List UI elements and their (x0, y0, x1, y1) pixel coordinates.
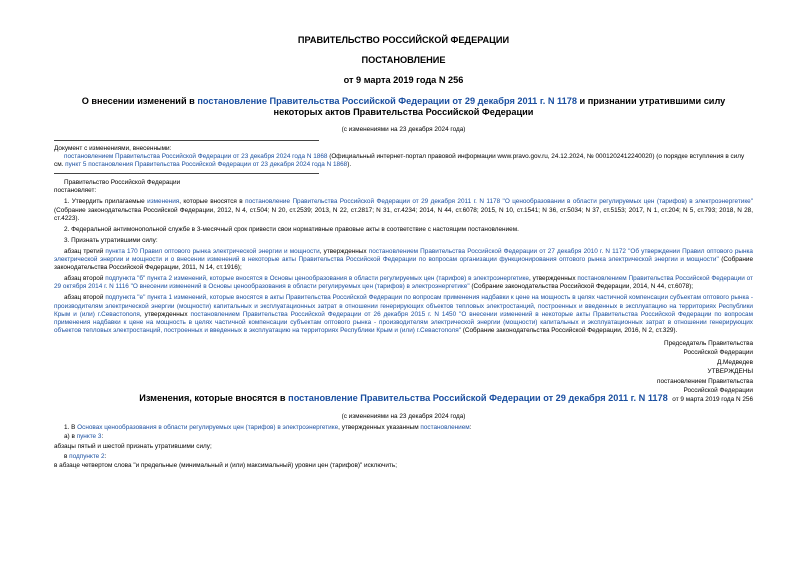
pricing-basics-link[interactable]: Основах ценообразования в области регулируемых цен (тарифов) в электроэнергетике (77, 423, 339, 431)
changes-intro: Документ с изменениями, внесенными: (54, 145, 172, 152)
signature-block: Председатель Правительства Российской Федерации Д.Медведев УТВЕРЖДЕНЫ постановлением Правительства Российской Федерации от 9 марта 2019 года N 256 (54, 339, 753, 405)
decree-ref-link[interactable]: постановлением (420, 423, 470, 431)
change-4: в подпункте 2: (64, 452, 107, 460)
changes-edition-note: (с изменениями на 23 декабря 2024 года) (341, 412, 466, 420)
changes-box (54, 145, 753, 169)
approved-label: УТВЕРЖДЕНЫ (707, 368, 753, 376)
gov-line: Правительство Российской Федерации (64, 179, 181, 187)
changes-list (54, 423, 753, 471)
change-1: 1. В Основах ценообразования в области регулируемых цен (тарифов) в электроэнергетике, утвержденных указанным постановлением: (64, 423, 472, 431)
decree-1178-link[interactable]: постановление Правительства Российской Федерации от 29 декабря 2011 г. N 1178 "О ценообразовании в области регулируемых цен (тарифов) в электроэнергетике" (245, 198, 754, 206)
amendment-link[interactable]: постановлением Правительства Российской Федерации от 23 декабря 2024 года N 1868 (64, 153, 328, 161)
document-type: ПОСТАНОВЛЕНИЕ (361, 55, 446, 65)
paragraph-3: 3. Признать утратившими силу: (64, 236, 158, 244)
changes-link[interactable]: изменения (147, 198, 180, 206)
paragraph-4: абзац третий пункта 170 Правил оптового рынка электрической энергии и мощности, утвержденных постановлением Правительства Российской Федерации от 27 декабря 2010 г. N 1172 "Об утверждении Правил оптового рынка электрической энергии и мощности и о внесении изменений в некоторые акты Правительства Российской Федерации по вопросам организации функционирования оптового рынка электрической энергии и мощности" (Собрание законодательства Российской Федерации, 2011, N 14, ст.1916); (54, 247, 754, 272)
changes-title-link[interactable]: постановление Правительства Российской Федерации от 29 декабря 2011 г. N 1178 (288, 392, 668, 403)
title-link[interactable]: постановление Правительства Российской Федерации от 29 декабря 2011 г. N 1178 (197, 96, 577, 106)
paragraph-5: абзац второй подпункта "б" пункта 2 изменений, которые вносятся в Основы ценообразования в области регулируемых цен (тарифов) в электроэнергетике, утвержденных постановлением Правительства Российской Федерации от 29 октября 2014 г. N 1116 "О внесении изменений в Основы ценообразования в области регулируемых цен (тарифов) в электроэнергетике" (Собрание законодательства Российской Федерации, 2014, N 44, ст.6078); (54, 275, 753, 291)
point-3-link[interactable]: пункте 3 (76, 433, 102, 441)
divider-top (54, 140, 319, 141)
decree-1172-link[interactable]: постановлением Правительства Российской Федерации от 27 декабря 2010 г. N 1172 "Об утверждении Правил оптового рынка электрической энергии и мощности и о внесении изменений в некоторые акты Правительства Российской Федерации по вопросам организации функционирования оптового рынка электрической энергии и мощности" (54, 247, 753, 264)
subpoint-e-link[interactable]: подпункта "е" пункта 1 изменений, которые вносятся в акты Правительства Российской Федерации по вопросам применения надбавки к цене на мощность в целях частичной компенсации субъектам оптового рынка - производителям электрической энергии (мощности) капитальных и эксплуатационных затрат в отношении генерирующих объектов тепловых электростанций, построенных и введенных в эксплуатацию на территориях Республики Крым и (или) г.Севастополя (54, 294, 753, 318)
changes-title: Изменения, которые вносятся в постановление Правительства Российской Федерации от 29 декабря 2011 г. N 1178 (139, 392, 668, 403)
paragraph-6: абзац второй подпункта "е" пункта 1 изменений, которые вносятся в акты Правительства Российской Федерации по вопросам применения надбавки к цене на мощность в целях частичной компенсации субъектам оптового рынка - производителям электрической энергии (мощности) капитальных и эксплуатационных затрат в отношении генерирующих объектов тепловых электростанций, построенных и введенных в эксплуатацию на территориях Республики Крым и (или) г.Севастополя, утвержденных постановлением Правительства Российской Федерации от 26 декабря 2015 г. N 1450 "О внесении изменений в некоторые акты Правительства Российской Федерации по вопросам применения надбавки к цене на мощность в целях частичной компенсации субъектам оптового рынка - производителям электрической энергии (мощности) капитальных и эксплуатационных затрат в отношении генерирующих объектов тепловых электростанций, построенных и введенных в эксплуатацию на территориях Республики Крым и (или) г.Севастополя" (Собрание законодательства Российской Федерации, 2016, N 2, ст.329). (54, 294, 753, 334)
changes-detail: постановлением Правительства Российской Федерации от 23 декабря 2024 года N 1868 (Официальный интернет-портал правовой информации www.pravo.gov.ru, 24.12.2024, № 0001202412240020) (о порядке вступления в силу см. пункт 5 постановления Правительства Российской Федерации от 23 декабря 2024 года N 1868). (54, 153, 745, 169)
government-heading: ПРАВИТЕЛЬСТВО РОССИЙСКОЙ ФЕДЕРАЦИИ (297, 35, 510, 45)
effect-link[interactable]: пункт 5 постановления Правительства Российской Федерации от 23 декабря 2024 года N 1868 (65, 161, 348, 169)
decree-1116-link[interactable]: постановлением Правительства Российской Федерации от 29 октября 2014 г. N 1116 "О внесении изменений в Основы ценообразования в области регулируемых цен (тарифов) в электроэнергетике" (54, 275, 753, 291)
change-2: а) в пункте 3: (64, 433, 104, 441)
change-3: абзацы пятый и шестой признать утратившими силу; (54, 442, 212, 450)
paragraph-2: 2. Федеральной антимонопольной службе в 3-месячный срок привести свои нормативные правовые акты в соответствие с настоящим постановлением. (64, 225, 519, 233)
rules-link[interactable]: пункта 170 Правил оптового рынка электрической энергии и мощности (105, 247, 320, 255)
change-5: в абзаце четвертом слова "и предельные (минимальный и (или) максимальный) уровни цен (тарифов)" исключить; (54, 462, 397, 470)
subpoint-2-link[interactable]: подпункте 2 (69, 452, 105, 460)
subpoint-b-link[interactable]: подпункта "б" пункта 2 изменений, которые вносятся в Основы ценообразования в области регулируемых цен (тарифов) в электроэнергетике (105, 275, 529, 283)
edition-note: (с изменениями на 23 декабря 2024 года) (341, 126, 466, 133)
divider-bottom (54, 173, 319, 174)
paragraph-1: 1. Утвердить прилагаемые изменения, которые вносятся в постановление Правительства Российской Федерации от 29 декабря 2011 г. N 1178 "О ценообразовании в области регулируемых цен (тарифов) в электроэнергетике" (Собрание законодательства Российской Федерации, 2012, N 4, ст.504; N 20, ст.2539; 2013, N 22, ст.2817; N 31, ст.4234; 2014, N 44, ст.6078; 2015, N 10, ст.1541; N 36, ст.5034; N 37, ст.5153; 2017, N 1, ст.204; N 5, ст.793; 2018, N 28, ст.4223). (54, 198, 754, 222)
decides-line: постановляет: (54, 187, 97, 195)
document-date: от 9 марта 2019 года N 256 (343, 75, 464, 85)
document-title: О внесении изменений в постановление Правительства Российской Федерации от 29 декабря 2011 г. N 1178 и признании утратившими силу некоторых актов Правительства Российской Федерации (81, 96, 726, 117)
decree-body (54, 179, 753, 335)
decree-1450-link[interactable]: постановлением Правительства Российской Федерации от 26 декабря 2015 г. N 1450 "О внесении изменений в некоторые акты Правительства Российской Федерации по вопросам применения надбавки к цене на мощность в целях частичной компенсации субъектам оптового рынка - производителям электрической энергии (мощности) капитальных и эксплуатационных затрат в отношении генерирующих объектов тепловых электростанций, построенных и введенных в эксплуатацию на территориях Республики Крым и (или) г.Севастополя" (54, 310, 753, 334)
